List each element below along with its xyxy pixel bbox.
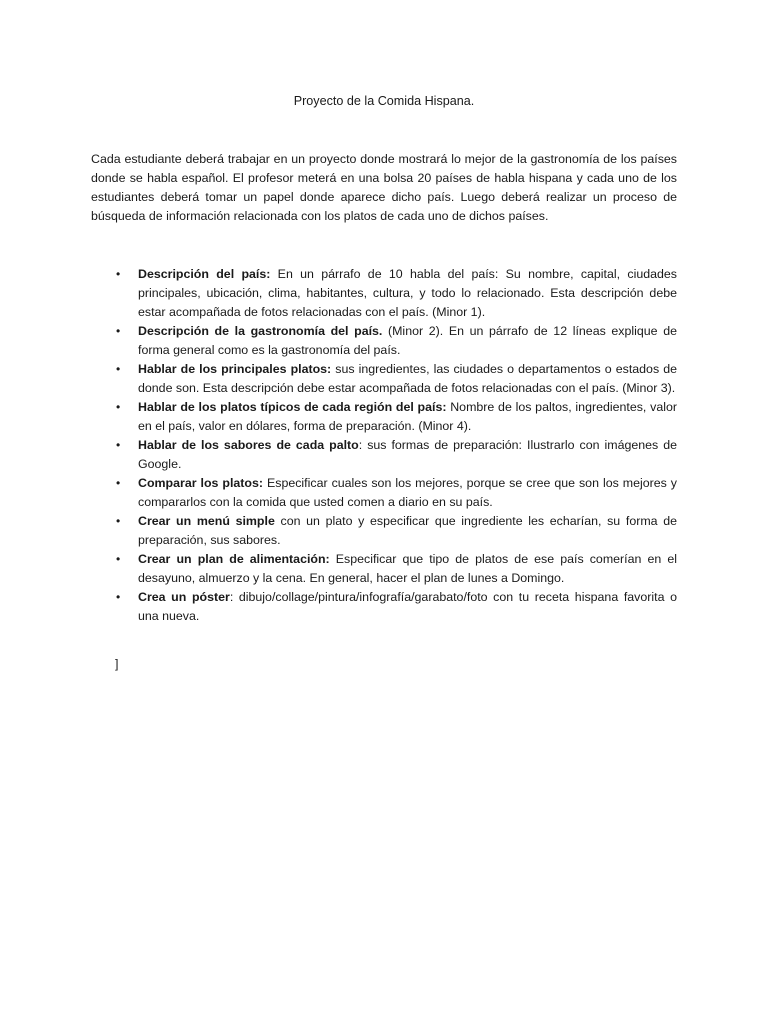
task-text: Especificar cuales son los mejores, porque se cree que son los mejores y compararlos con la comida que usted comen a diario en su país. xyxy=(138,476,677,509)
list-item xyxy=(91,398,677,436)
bullet-icon: • xyxy=(116,324,121,338)
bullet-icon: • xyxy=(116,438,121,452)
task-title: Hablar de los principales platos: xyxy=(138,362,332,376)
end-bracket: ] xyxy=(115,657,119,671)
bullet-icon: • xyxy=(116,362,121,376)
bullet-icon: • xyxy=(116,552,121,566)
task-title: Comparar los platos: xyxy=(138,476,264,490)
task-list xyxy=(91,265,677,626)
list-item xyxy=(91,436,677,474)
bullet-icon: • xyxy=(116,590,121,604)
task-text: : dibujo/collage/pintura/infografía/garabato/foto con tu receta hispana favorita o una nueva. xyxy=(138,590,677,623)
task-title: Crear un menú simple xyxy=(138,514,275,528)
task-title: Crea un póster xyxy=(138,590,230,604)
task-text: : sus formas de preparación: Ilustrarlo con imágenes de Google. xyxy=(138,438,677,471)
bullet-icon: • xyxy=(116,476,121,490)
bullet-icon: • xyxy=(116,267,121,281)
bullet-icon: • xyxy=(116,514,121,528)
task-title: Crear un plan de alimentación: xyxy=(138,552,330,566)
list-item xyxy=(91,322,677,360)
list-item xyxy=(91,588,677,626)
list-item xyxy=(91,265,677,322)
task-text: sus ingredientes, las ciudades o departamentos o estados de donde son. Esta descripción debe estar acompañada de fotos relacionadas con el país. (Minor 3). xyxy=(138,362,677,395)
task-text: Especificar que tipo de platos de ese país comerían en el desayuno, almuerzo y la cena. En general, hacer el plan de lunes a Domingo. xyxy=(138,552,677,585)
task-text: Nombre de los paltos, ingredientes, valor en el país, valor en dólares, forma de preparación. (Minor 4). xyxy=(138,400,677,433)
task-text: (Minor 2). En un párrafo de 12 líneas explique de forma general como es la gastronomía del país. xyxy=(138,324,677,357)
list-item xyxy=(91,512,677,550)
task-title: Descripción de la gastronomía del país. xyxy=(138,324,383,338)
document-title: Proyecto de la Comida Hispana. xyxy=(293,94,475,108)
task-text: con un plato y especificar que ingrediente les echarían, su forma de preparación, sus sabores. xyxy=(138,514,678,547)
task-title: Hablar de los sabores de cada palto xyxy=(138,438,359,452)
list-item xyxy=(91,474,677,512)
list-item xyxy=(91,360,677,398)
intro-paragraph: Cada estudiante deberá trabajar en un proyecto donde mostrará lo mejor de la gastronomía de los países donde se habla español. El profesor meterá en una bolsa 20 países de habla hispana y cada uno de los estudiantes deberá tomar un papel donde aparece dicho país. Luego deberá realizar un proceso de búsqueda de información relacionada con los platos de cada uno de dichos países. xyxy=(91,152,677,223)
task-title: Hablar de los platos típicos de cada región del país: xyxy=(138,400,447,414)
bullet-icon: • xyxy=(116,400,121,414)
task-title: Descripción del país: xyxy=(138,267,271,281)
list-item xyxy=(91,550,677,588)
task-text: En un párrafo de 10 habla del país: Su nombre, capital, ciudades principales, ubicación, clima, habitantes, cultura, y todo lo relacionado. Esta descripción debe estar acompañada de fotos relacionadas con el país. (Minor 1). xyxy=(138,267,677,319)
